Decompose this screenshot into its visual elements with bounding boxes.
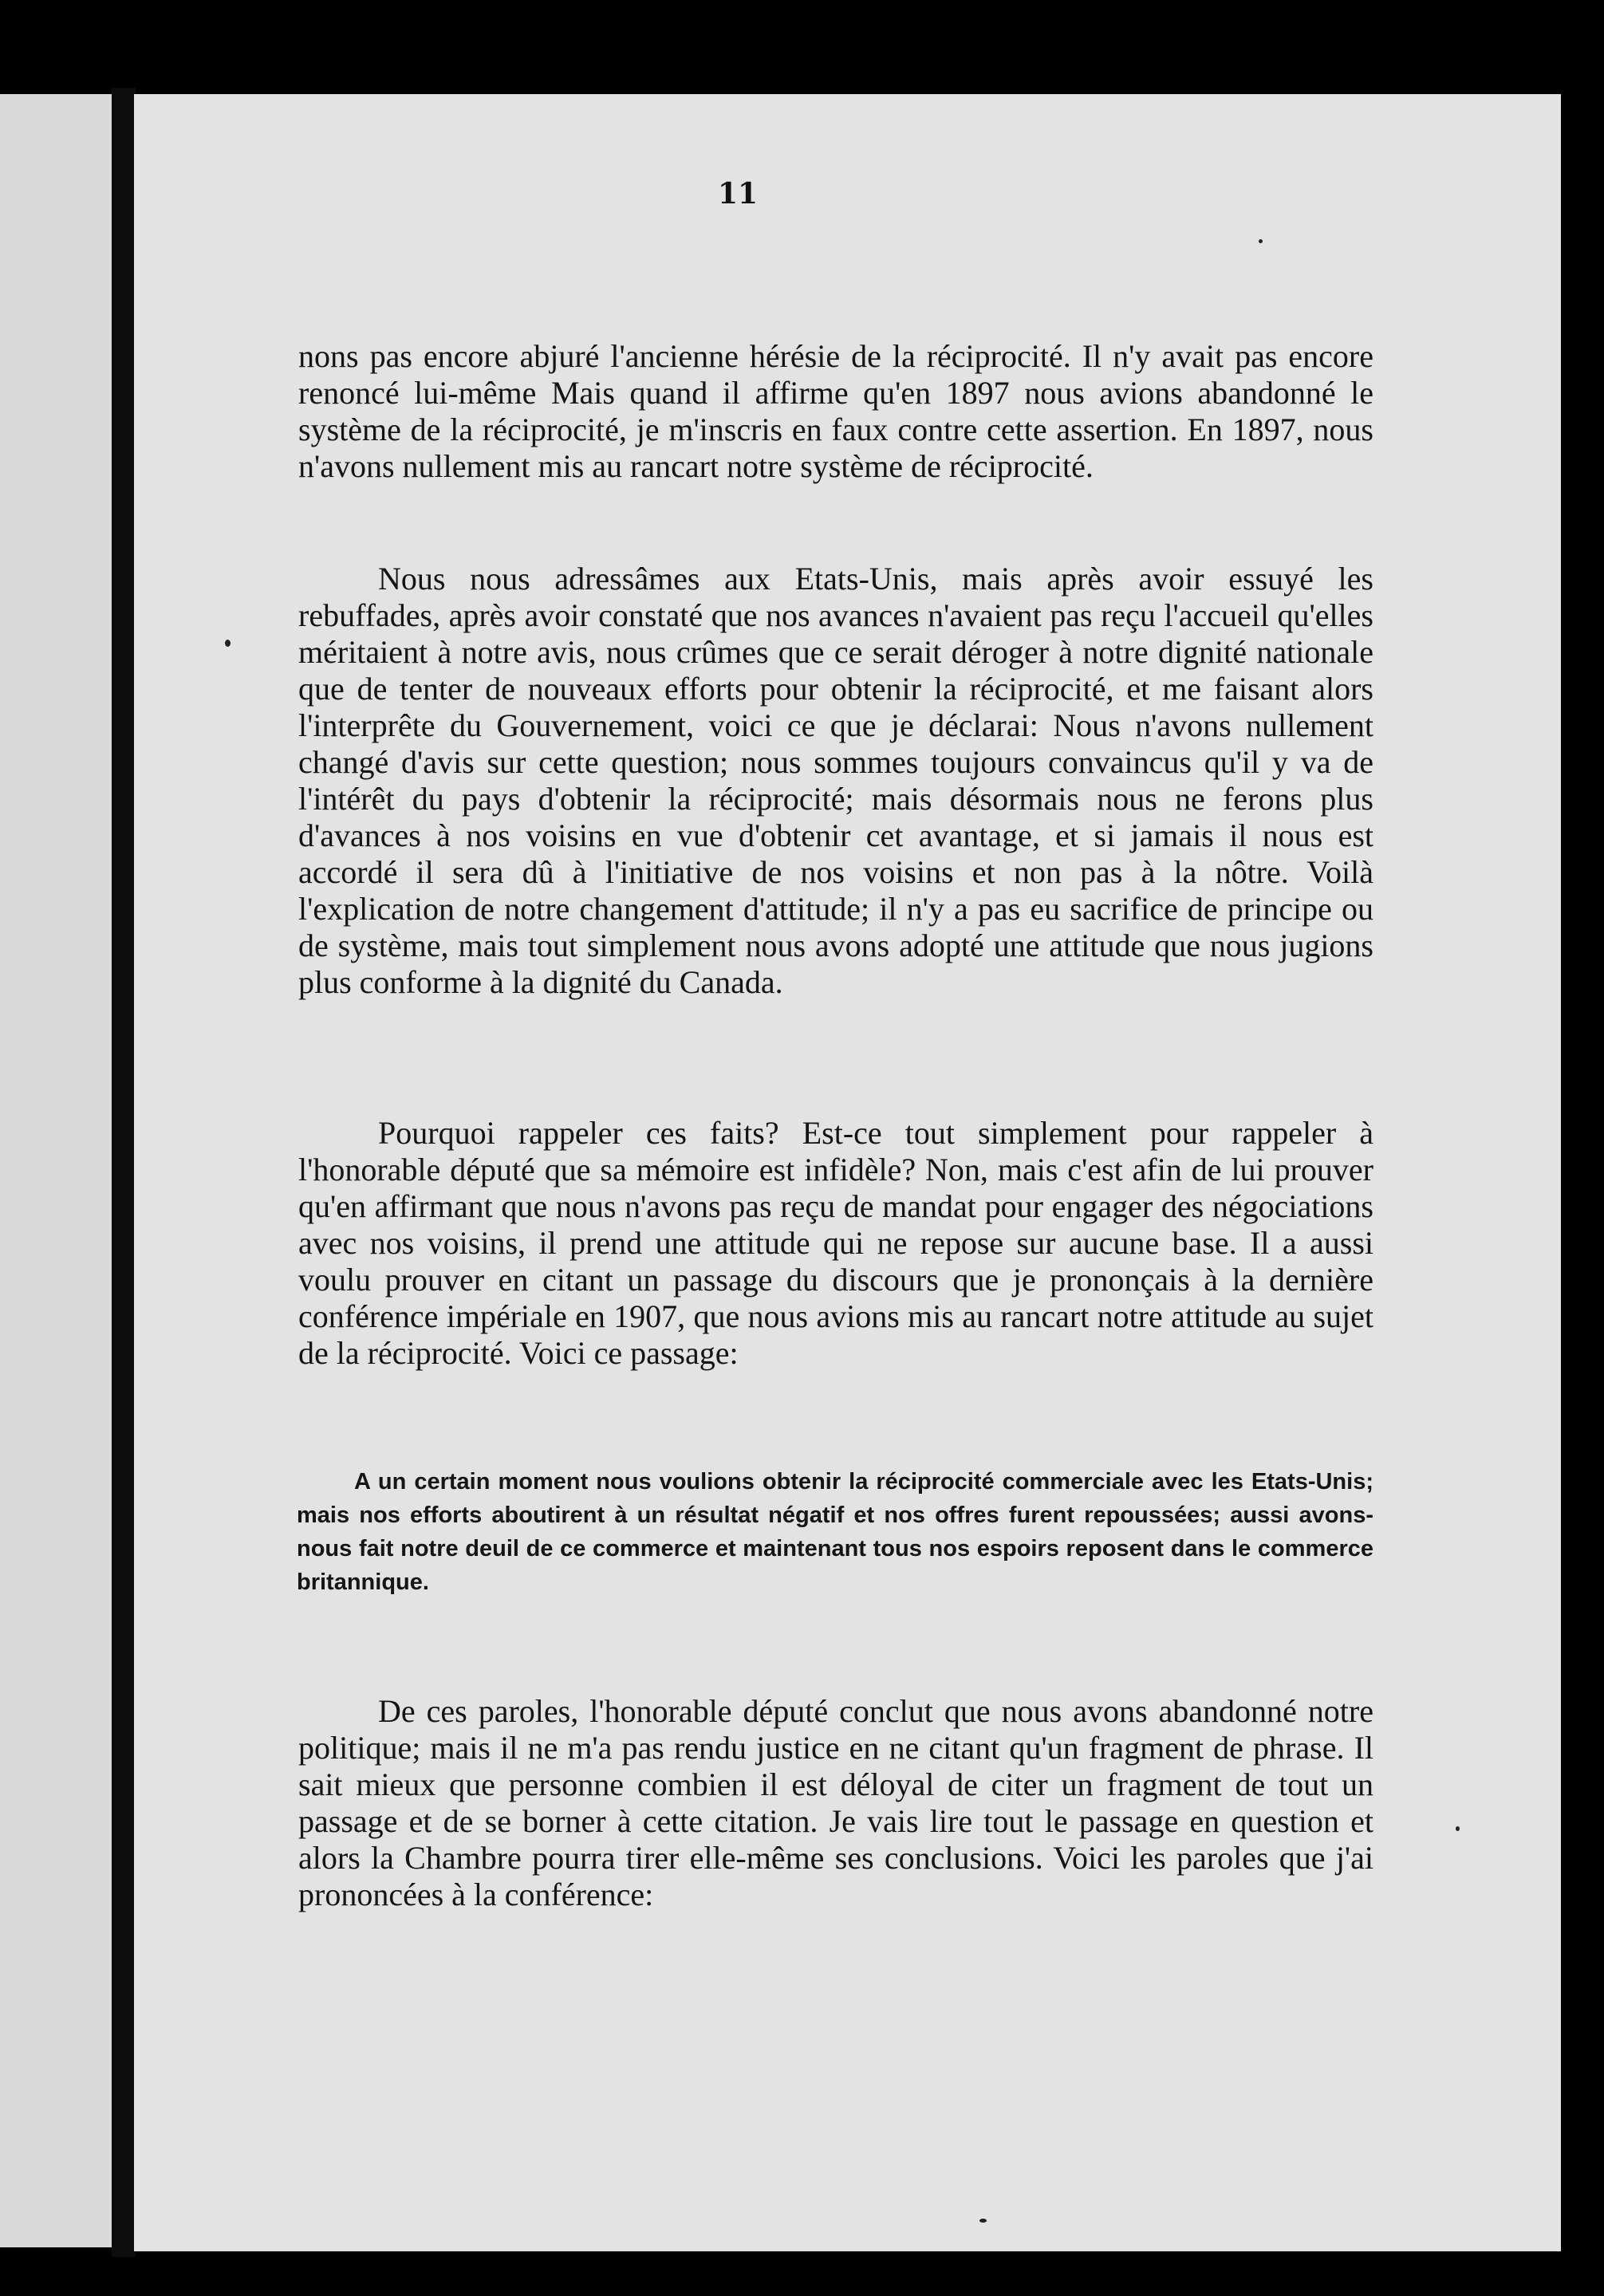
scan-speck: [225, 640, 231, 647]
paragraph-1: nons pas encore abjuré l'ancienne hérésie de la réciprocité. Il n'y avait pas encore renoncé lui-même Mais quand il affirme qu'en 1897 nous avions abandonné le système de la réciprocité, je m'inscris en faux contre cette assertion. En 1897, nous n'avons nullement mis au rancart notre système de réciprocité.: [298, 338, 1373, 484]
book-spine: [112, 88, 136, 2257]
paragraph-4: De ces paroles, l'honorable député conclut que nous avons abandonné notre politique; mais il ne m'a pas rendu justice en ne citant qu'un fragment de phrase. Il sait mieux que personne combien il est déloyal de citer un fragment de tout un passage et de se borner à cette citation. Je vais lire tout le passage en question et alors la Chambre pourra tirer elle-même ses conclusions. Voici les paroles que j'ai prononcées à la conférence:: [298, 1693, 1373, 1912]
page-number: 11: [718, 177, 759, 211]
scan-speck: [1259, 239, 1263, 243]
scan-speck: [1456, 1826, 1460, 1831]
paragraph-2: Nous nous adressâmes aux Etats-Unis, mais après avoir essuyé les rebuffades, après avoir constaté que nos avances n'avaient pas reçu l'accueil qu'elles méritaient à notre avis, nous crûmes que ce serait déroger à notre dignité nationale que de tenter de nouveaux efforts pour obtenir la réciprocité, et me faisant alors l'interprête du Gouvernement, voici ce que je déclarai: Nous n'avons nullement changé d'avis sur cette question; nous sommes toujours convaincus qu'il y va de l'intérêt du pays d'obtenir la réciprocité; mais désormais nous ne ferons plus d'avances à nos voisins en vue d'obtenir cet avantage, et si jamais il nous est accordé il sera dû à l'initiative de nos voisins et non pas à la nôtre. Voilà l'explication de notre changement d'attitude; il n'y a pas eu sacrifice de principe ou de système, mais tout simplement nous avons adopté une attitude que nous jugions plus conforme à la dignité du Canada.: [298, 561, 1373, 1000]
block-quote: A un certain moment nous voulions obtenir la réciprocité commerciale avec les Etats-Unis; mais nos efforts aboutirent à un résultat négatif et nos offres furent repoussées; aussi avons-nous fait notre deuil de ce commerce et maintenant tous nos espoirs reposent dans le commerce britannique.: [297, 1469, 1373, 1595]
scan-speck: [979, 2219, 987, 2223]
facing-page-edge: [0, 94, 118, 2247]
paragraph-3: Pourquoi rappeler ces faits? Est-ce tout simplement pour rappeler à l'honorable député que sa mémoire est infidèle? Non, mais c'est afin de lui prouver qu'en affirmant que nous n'avons pas reçu de mandat pour engager des négociations avec nos voisins, il prend une attitude qui ne repose sur aucune base. Il a aussi voulu prouver en citant un passage du discours que je prononçais à la dernière conférence impériale en 1907, que nous avions mis au rancart notre attitude au sujet de la réciprocité. Voici ce passage:: [298, 1115, 1373, 1371]
